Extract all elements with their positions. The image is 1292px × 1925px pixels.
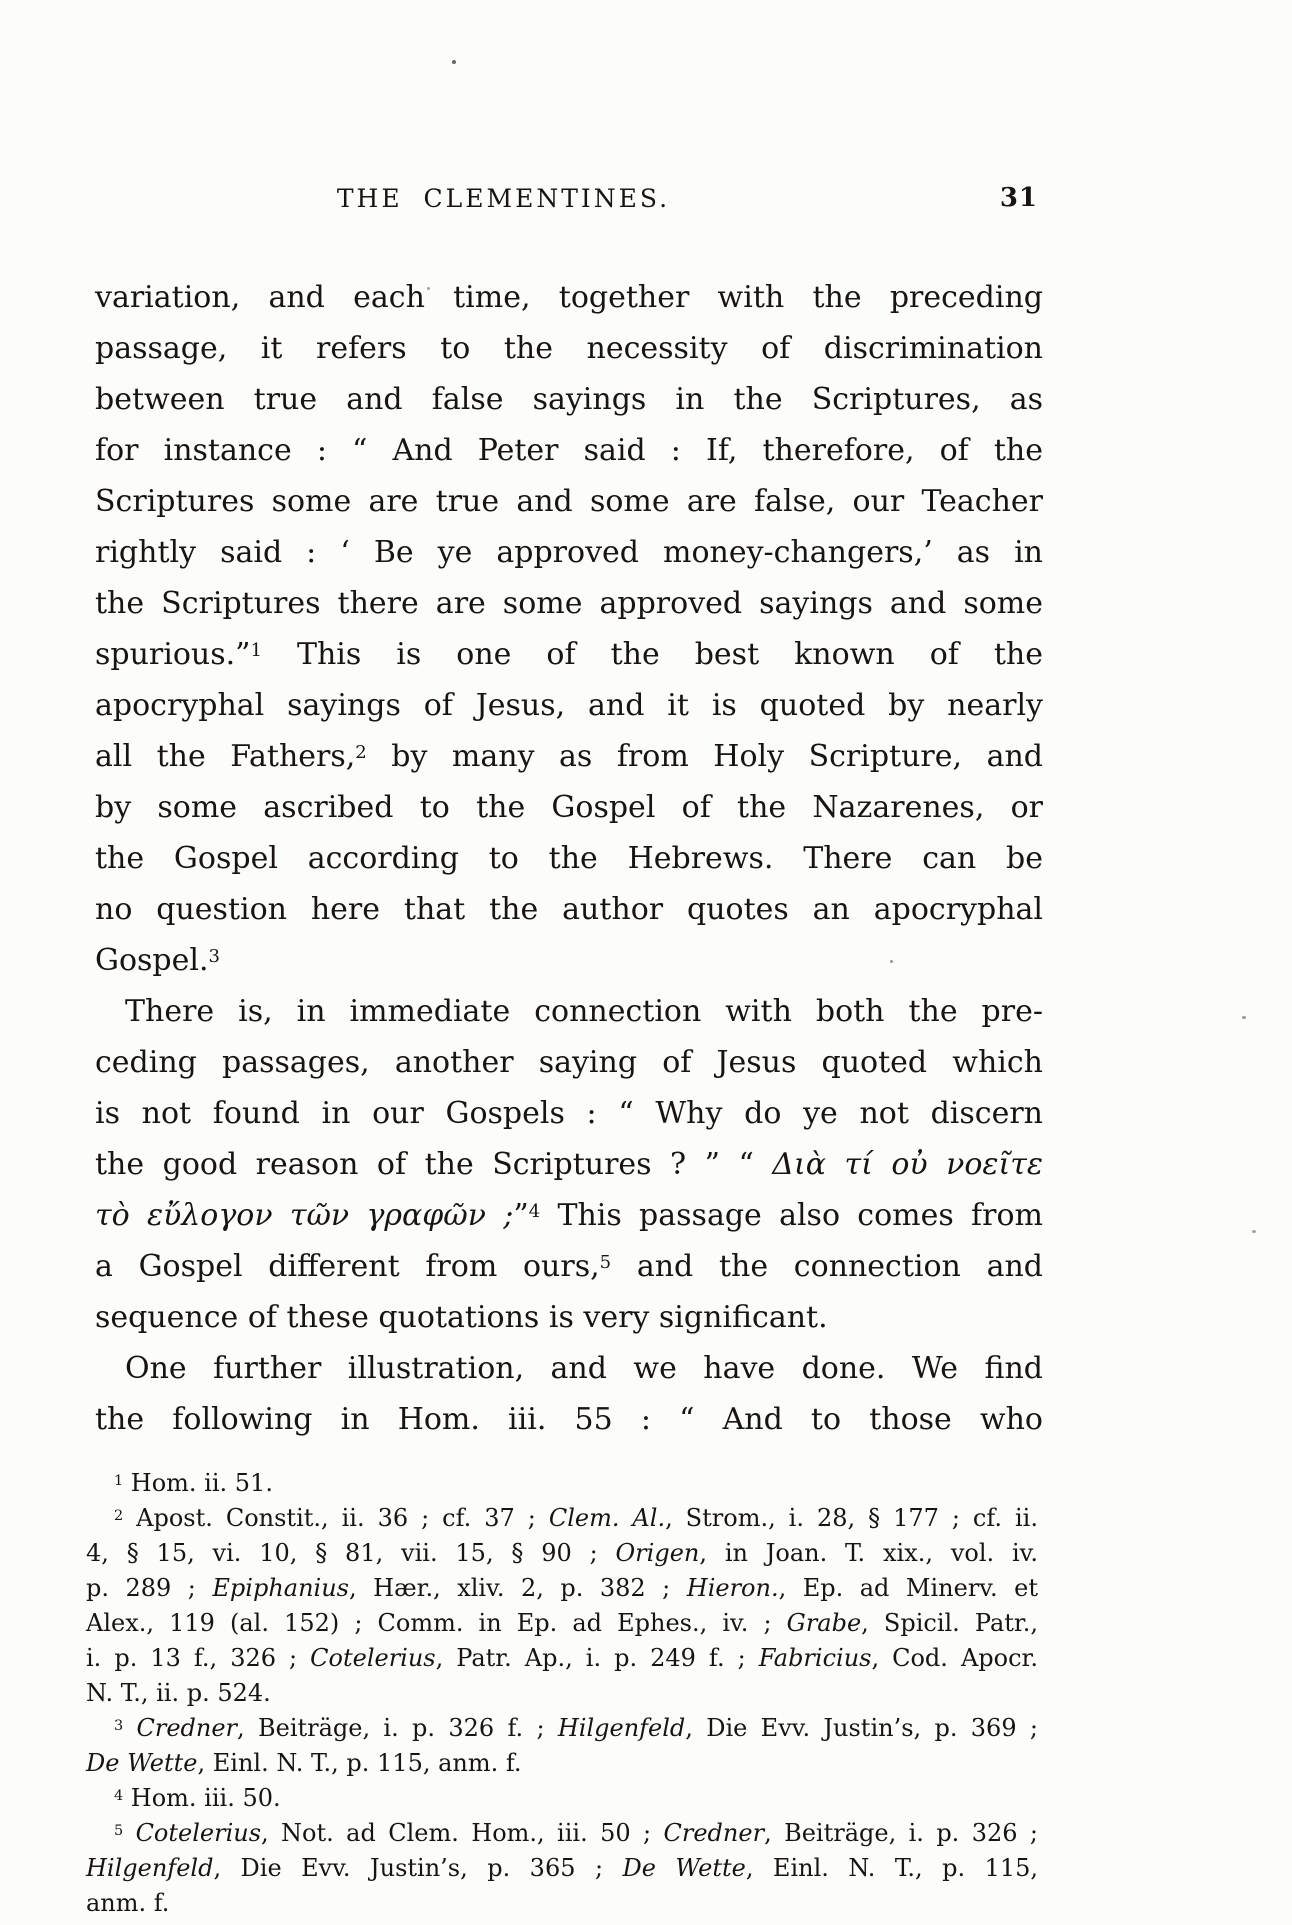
body-text-line	[95, 1241, 1043, 1292]
italic-text-segment: Διὰ τί οὐ νοεῖτε	[772, 1147, 1043, 1182]
body-text-line	[95, 374, 1043, 425]
italic-text-segment: Cotelerius	[310, 1644, 436, 1672]
body-text	[95, 272, 1043, 1445]
footnote-line	[86, 1641, 1038, 1676]
text-segment: variation, and each time, together with the preceding	[95, 280, 1043, 315]
text-segment	[123, 1714, 136, 1742]
italic-text-segment: Clem. Al.	[548, 1504, 666, 1532]
italic-text-segment: Hieron.	[686, 1574, 779, 1602]
footnote-marker: 4	[528, 1200, 541, 1222]
body-text-line	[95, 629, 1043, 680]
footnote-marker: 3	[114, 1717, 124, 1734]
footnote-line	[86, 1711, 1038, 1746]
footnote-marker: 5	[599, 1251, 612, 1273]
footnote-marker: 5	[114, 1822, 124, 1839]
text-segment: rightly said : ‘ Be ye approved money-changers,’ as in	[95, 535, 1043, 570]
footnote-marker: 4	[114, 1787, 124, 1804]
text-segment: , Einl. N. T., p. 115,	[745, 1854, 1039, 1882]
footnote-line	[86, 1816, 1038, 1851]
text-segment: There is, in immediate connection with both the pre-	[125, 994, 1043, 1029]
footnote-marker: 1	[250, 639, 262, 661]
footnote-marker: 1	[114, 1472, 124, 1489]
italic-text-segment: Credner	[136, 1714, 238, 1742]
text-segment: passage, it refers to the necessity of discrimination	[95, 331, 1043, 366]
scan-speck	[1242, 1016, 1246, 1019]
text-segment: apocryphal sayings of Jesus, and it is quoted by nearly	[95, 688, 1043, 723]
text-segment: , Beiträge, i. p. 326 f. ;	[237, 1714, 558, 1742]
footnote-line	[86, 1501, 1038, 1536]
italic-text-segment: De Wette	[86, 1749, 198, 1777]
body-text-line	[95, 1292, 1043, 1343]
text-segment: the Scriptures there are some approved sayings and some	[95, 586, 1043, 621]
italic-text-segment: Credner	[663, 1819, 765, 1847]
body-text-line	[95, 1088, 1043, 1139]
text-segment: ceding passages, another saying of Jesus quoted which	[95, 1045, 1043, 1080]
text-segment: One further illustration, and we have done. We find	[125, 1351, 1043, 1386]
text-segment: , Ep. ad Minerv. et	[778, 1574, 1038, 1602]
body-text-line	[95, 578, 1043, 629]
footnote-line	[86, 1571, 1038, 1606]
text-segment: the following in Hom. iii. 55 : “ And to those who	[95, 1402, 1043, 1437]
text-segment: no question here that the author quotes an apocryphal	[95, 892, 1043, 927]
footnote-line	[86, 1746, 1038, 1781]
text-segment: , Strom., i. 28, § 177 ; cf. ii.	[665, 1504, 1038, 1532]
body-text-line	[95, 1394, 1043, 1445]
text-segment: ”	[513, 1198, 529, 1233]
text-segment: , in Joan. T. xix., vol. iv.	[699, 1539, 1038, 1567]
italic-text-segment: Hilgenfeld	[86, 1854, 214, 1882]
text-segment: , Die Evv. Justin’s, p. 369 ;	[685, 1714, 1038, 1742]
text-segment: i. p. 13 f., 326 ;	[86, 1644, 311, 1672]
text-segment: and the connection and	[611, 1249, 1043, 1284]
text-segment: Scriptures some are true and some are false, our Teacher	[95, 484, 1043, 519]
text-segment: spurious.”	[95, 637, 251, 672]
text-segment: , Beiträge, i. p. 326 ;	[764, 1819, 1038, 1847]
body-text-line	[95, 527, 1043, 578]
running-title: THE CLEMENTINES.	[336, 184, 671, 213]
body-text-line	[95, 986, 1043, 1037]
text-segment: p. 289 ;	[86, 1574, 213, 1602]
body-text-line	[95, 1037, 1043, 1088]
body-text-line	[95, 1343, 1043, 1394]
italic-text-segment: τὸ εὔλογον τῶν γραφῶν ;	[95, 1198, 514, 1233]
body-text-line	[95, 425, 1043, 476]
footnote-line	[86, 1536, 1038, 1571]
text-segment: the good reason of the Scriptures ? ” “	[95, 1147, 773, 1182]
text-segment: , Cod. Apocr.	[871, 1644, 1038, 1672]
text-segment: This is one of the best known of the	[261, 637, 1043, 672]
footnote-line	[86, 1886, 1038, 1921]
footnote-line	[86, 1606, 1038, 1641]
body-text-line	[95, 731, 1043, 782]
text-segment: between true and false sayings in the Scriptures, as	[95, 382, 1043, 417]
page-number: 31	[999, 183, 1038, 213]
text-segment: Hom. ii. 51.	[123, 1469, 273, 1497]
footnote-marker: 2	[355, 741, 367, 763]
text-segment: , Spicil. Patr.,	[861, 1609, 1039, 1637]
text-segment: a Gospel different from ours,	[95, 1249, 600, 1284]
text-segment: This passage also comes from	[540, 1198, 1043, 1233]
scan-speck	[890, 960, 893, 963]
footnote-line	[86, 1676, 1038, 1711]
body-text-line	[95, 272, 1043, 323]
text-segment: Gospel.	[95, 943, 209, 978]
scan-speck	[1252, 1230, 1256, 1233]
italic-text-segment: Cotelerius	[135, 1819, 262, 1847]
italic-text-segment: Hilgenfeld	[557, 1714, 686, 1742]
body-text-line	[95, 680, 1043, 731]
italic-text-segment: De Wette	[622, 1854, 746, 1882]
scan-speck	[427, 287, 430, 290]
body-text-line	[95, 935, 1043, 986]
body-text-line	[95, 833, 1043, 884]
footnote-marker: 3	[208, 945, 220, 967]
text-segment: 4, § 15, vi. 10, § 81, vii. 15, § 90 ;	[86, 1539, 616, 1567]
italic-text-segment: Fabricius	[758, 1644, 872, 1672]
text-segment: anm. f.	[86, 1889, 170, 1917]
footnote-line	[86, 1781, 1038, 1816]
text-segment: N. T., ii. p. 524.	[86, 1679, 271, 1707]
text-segment	[123, 1819, 135, 1847]
body-text-line	[95, 1190, 1043, 1241]
text-segment: sequence of these quotations is very significant.	[95, 1300, 828, 1335]
text-segment: by many as from Holy Scripture, and	[366, 739, 1043, 774]
text-segment: by some ascribed to the Gospel of the Nazarenes, or	[95, 790, 1043, 825]
text-segment: , Hær., xliv. 2, p. 382 ;	[349, 1574, 687, 1602]
text-segment: is not found in our Gospels : “ Why do ye not discern	[95, 1096, 1043, 1131]
text-segment: Hom. iii. 50.	[123, 1784, 281, 1812]
footnotes	[86, 1466, 1038, 1921]
italic-text-segment: Origen	[615, 1539, 700, 1567]
italic-text-segment: Epiphanius	[212, 1574, 349, 1602]
body-text-line	[95, 476, 1043, 527]
text-segment: for instance : “ And Peter said : If, therefore, of the	[95, 433, 1043, 468]
text-segment: Apost. Constit., ii. 36 ; cf. 37 ;	[123, 1504, 549, 1532]
text-segment: , Die Evv. Justin’s, p. 365 ;	[213, 1854, 623, 1882]
text-segment: Alex., 119 (al. 152) ; Comm. in Ep. ad Ephes., iv. ;	[86, 1609, 787, 1637]
body-text-line	[95, 1139, 1043, 1190]
footnote-marker: 2	[114, 1507, 124, 1524]
text-segment: the Gospel according to the Hebrews. There can be	[95, 841, 1043, 876]
text-segment: , Not. ad Clem. Hom., iii. 50 ;	[261, 1819, 664, 1847]
text-segment: , Patr. Ap., i. p. 249 f. ;	[435, 1644, 759, 1672]
italic-text-segment: Grabe	[786, 1609, 862, 1637]
footnote-line	[86, 1466, 1038, 1501]
text-segment: , Einl. N. T., p. 115, anm. f.	[197, 1749, 522, 1777]
body-text-line	[95, 782, 1043, 833]
footnote-line	[86, 1851, 1038, 1886]
body-text-line	[95, 884, 1043, 935]
text-segment: all the Fathers,	[95, 739, 356, 774]
scan-speck	[452, 60, 456, 64]
body-text-line	[95, 323, 1043, 374]
